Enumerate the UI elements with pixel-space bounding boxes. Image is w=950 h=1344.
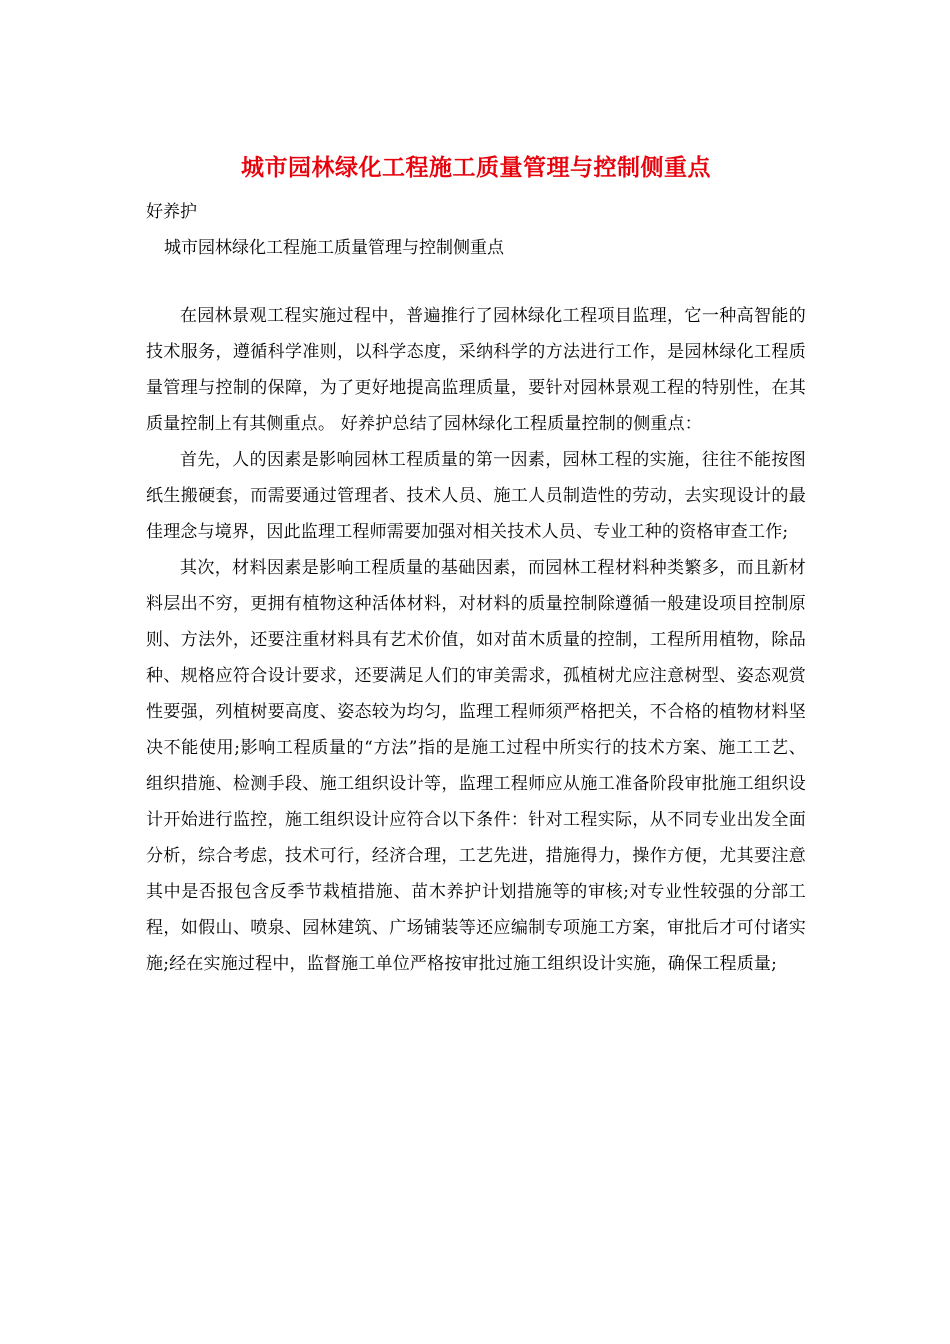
document-source: 好养护 bbox=[146, 202, 197, 222]
paragraph-material-factor: 其次，材料因素是影响工程质量的基础因素，而园林工程材料种类繁多，而且新材料层出不穷，更拥有植物这种活体材料，对材料的质量控制除遵循一般建设项目控制原则、方法外，还要注重材料具有艺术价值，如对苗木质量的控制，工程所用植物，除品种、规格应符合设计要求，还要满足人们的审美需求，孤植树尤应注意树型、姿态观赏性要强，列植树要高度、姿态较为均匀，监理工程师须严格把关，不合格的植物材料坚决不能使用;影响工程质量的“方法”指的是施工过程中所实行的技术方案、施工工艺、组织措施、检测手段、施工组织设计等，监理工程师应从施工准备阶段审批施工组织设计开始进行监控，施工组织设计应符合以下条件：针对工程实际，从不同专业出发全面分析，综合考虑，技术可行，经济合理，工艺先进，措施得力，操作方便，尤其要注意其中是否报包含反季节栽植措施、苗木养护计划措施等的审核;对专业性较强的分部工程，如假山、喷泉、园林建筑、广场铺装等还应编制专项施工方案，审批后才可付诸实施;经在实施过程中，监督施工单位严格按审批过施工组织设计实施，确保工程质量; bbox=[146, 558, 806, 974]
paragraph-intro: 在园林景观工程实施过程中，普遍推行了园林绿化工程项目监理，它一种高智能的技术服务，遵循科学准则，以科学态度，采纳科学的方法进行工作，是园林绿化工程质量管理与控制的保障，为了更好地提高监理质量，要针对园林景观工程的特别性，在其质量控制上有其侧重点。 好养护总结了园林绿化工程质量控制的侧重点： bbox=[146, 306, 806, 434]
document-title: 城市园林绿化工程施工质量管理与控制侧重点 bbox=[241, 154, 711, 181]
paragraph-people-factor: 首先，人的因素是影响园林工程质量的第一因素，园林工程的实施，往往不能按图纸生搬硬套，而需要通过管理者、技术人员、施工人员制造性的劳动，去实现设计的最佳理念与境界，因此监理工程师需要加强对相关技术人员、专业工种的资格审查工作; bbox=[146, 450, 806, 542]
document-subtitle: 城市园林绿化工程施工质量管理与控制侧重点 bbox=[164, 238, 504, 258]
document-body bbox=[146, 298, 806, 982]
